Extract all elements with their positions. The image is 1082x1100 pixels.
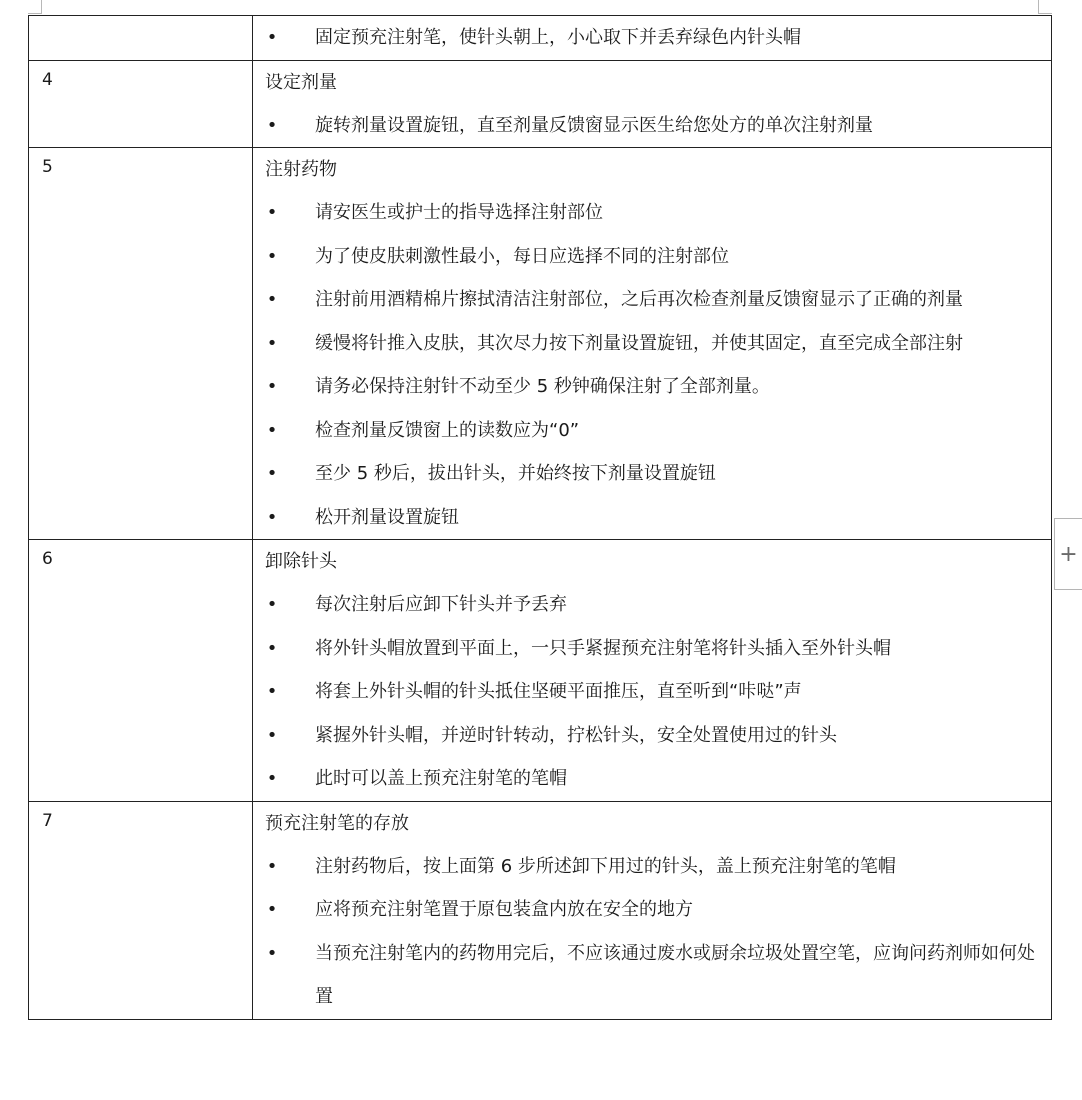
list-item [265, 409, 1041, 453]
step-title: 注射药物 [265, 159, 337, 180]
table-row [29, 16, 1052, 61]
list-item [265, 757, 1041, 801]
instruction-table [28, 15, 1052, 1020]
bullet-icon: • [266, 376, 278, 397]
bullet-icon: • [266, 942, 278, 964]
list-item [265, 278, 1041, 322]
list-item-text: 注射前用酒精棉片擦拭清洁注射部位，之后再次检查剂量反馈窗显示了正确的剂量 [315, 289, 963, 310]
list-item [265, 104, 1041, 148]
list-item [265, 322, 1041, 366]
list-item-text: 至少 5 秒后，拔出针头，并始终按下剂量设置旋钮 [315, 463, 716, 484]
bullet-list [265, 16, 1041, 60]
list-item-text: 将套上外针头帽的针头抵住坚硬平面推压，直至听到“咔哒”声 [315, 681, 802, 702]
step-number [29, 16, 252, 24]
list-item [265, 191, 1041, 235]
bullet-icon: • [266, 594, 278, 615]
list-item-text: 此时可以盖上预充注射笔的笔帽 [315, 768, 567, 789]
bullet-list [265, 104, 1041, 148]
list-item-text: 为了使皮肤刺激性最小，每日应选择不同的注射部位 [315, 245, 729, 267]
bullet-icon: • [266, 855, 278, 877]
list-item [265, 583, 1041, 627]
step-number-cell [29, 60, 253, 148]
bullet-icon: • [266, 289, 278, 310]
bullet-icon: • [266, 681, 278, 702]
step-number: 4 [42, 69, 53, 90]
list-item [265, 235, 1041, 279]
list-item-text: 注射药物后，按上面第 6 步所述卸下用过的针头，盖上预充注射笔的笔帽 [315, 855, 896, 877]
step-number-cell [29, 540, 253, 802]
step-content-cell [253, 148, 1052, 540]
step-content-cell [253, 801, 1052, 1019]
step-number-cell [29, 148, 253, 540]
list-item-text: 请安医生或护士的指导选择注射部位 [315, 202, 603, 223]
list-item [265, 16, 1041, 60]
list-item-text: 应将预充注射笔置于原包装盒内放在安全的地方 [315, 899, 693, 920]
list-item [265, 627, 1041, 671]
list-item [265, 932, 1041, 1019]
list-item [265, 888, 1041, 932]
list-item-text: 请务必保持注射针不动至少 5 秒钟确保注射了全部剂量。 [315, 376, 770, 397]
list-item-text: 检查剂量反馈窗上的读数应为“0” [315, 419, 580, 441]
page-corner-mark-right [1038, 0, 1052, 14]
bullet-icon: • [266, 899, 278, 920]
table-row [29, 801, 1052, 1019]
bullet-icon: • [266, 114, 278, 136]
bullet-icon: • [266, 463, 278, 484]
page-corner-mark-left [28, 0, 42, 14]
step-number: 5 [42, 157, 53, 177]
list-item-text: 当预充注射笔内的药物用完后，不应该通过废水或厨余垃圾处置空笔，应询问药剂师如何处置 [315, 942, 1035, 1007]
bullet-list [265, 583, 1041, 801]
list-item-text: 旋转剂量设置旋钮，直至剂量反馈窗显示医生给您处方的单次注射剂量 [315, 114, 873, 136]
list-item [265, 714, 1041, 758]
step-content-cell [253, 540, 1052, 802]
expand-tab[interactable] [1054, 518, 1082, 590]
list-item-text: 将外针头帽放置到平面上，一只手紧握预充注射笔将针头插入至外针头帽 [315, 637, 891, 659]
bullet-icon: • [266, 245, 278, 267]
step-number: 7 [42, 810, 53, 831]
step-number: 6 [42, 549, 53, 569]
bullet-icon: • [266, 637, 278, 659]
list-item-text: 固定预充注射笔，使针头朝上，小心取下并丢弃绿色内针头帽 [315, 27, 801, 48]
bullet-icon: • [266, 724, 278, 746]
bullet-icon: • [266, 202, 278, 223]
bullet-icon: • [266, 419, 278, 441]
list-item [265, 670, 1041, 714]
list-item [265, 452, 1041, 496]
table-row [29, 540, 1052, 802]
table-row [29, 60, 1052, 148]
list-item-text: 松开剂量设置旋钮 [315, 506, 459, 528]
step-content-cell [253, 60, 1052, 148]
list-item-text: 缓慢将针推入皮肤，其次尽力按下剂量设置旋钮，并使其固定，直至完成全部注射 [315, 332, 963, 354]
plus-icon: + [1059, 541, 1078, 567]
bullet-list [265, 845, 1041, 1019]
step-number-cell [29, 16, 253, 61]
step-title: 卸除针头 [265, 551, 337, 572]
list-item-text: 每次注射后应卸下针头并予丢弃 [315, 594, 567, 615]
list-item-text: 紧握外针头帽，并逆时针转动，拧松针头，安全处置使用过的针头 [315, 724, 837, 746]
step-title: 设定剂量 [265, 71, 337, 93]
step-title: 预充注射笔的存放 [265, 812, 409, 834]
table-row [29, 148, 1052, 540]
list-item [265, 496, 1041, 540]
bullet-icon: • [266, 332, 278, 354]
list-item [265, 845, 1041, 889]
bullet-icon: • [266, 27, 278, 48]
bullet-list [265, 191, 1041, 539]
step-content-cell [253, 16, 1052, 61]
bullet-icon: • [266, 768, 278, 789]
list-item [265, 365, 1041, 409]
step-number-cell [29, 801, 253, 1019]
bullet-icon: • [266, 506, 278, 528]
